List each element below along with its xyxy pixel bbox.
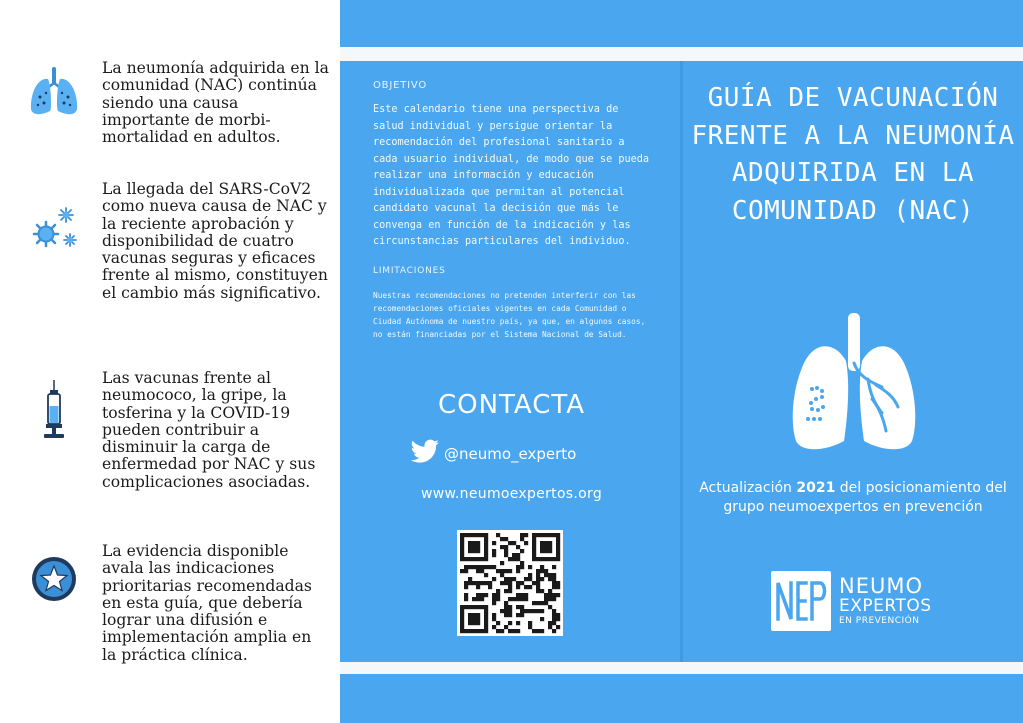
lungs-illustration-icon bbox=[786, 313, 922, 453]
objetivo-label: OBJETIVO bbox=[373, 80, 427, 91]
neumoexpertos-logo bbox=[771, 570, 937, 632]
update-year: 2021 bbox=[796, 480, 836, 496]
twitter-handle: @neumo_experto bbox=[444, 445, 577, 463]
update-suffix: del posicionamiento del grupo neumoexpertos en prevención bbox=[723, 480, 1007, 515]
twitter-link[interactable] bbox=[410, 440, 576, 468]
update-prefix: Actualización bbox=[699, 480, 797, 496]
info-point-text: La llegada del SARS-CoV2 como nueva causa de NAC y la reciente aprobación y disponibilidad de cuatro vacunas seguras y eficaces frente al mismo, constituyen el cambio más significativo. bbox=[102, 180, 328, 302]
limitaciones-label: LIMITACIONES bbox=[373, 266, 446, 276]
contacta-heading: CONTACTA bbox=[437, 390, 586, 420]
logo-line-3: EN PREVENCIÓN bbox=[839, 615, 920, 626]
left-panel bbox=[0, 0, 340, 723]
top-color-band bbox=[340, 0, 1023, 47]
logo-line-1: NEUMO bbox=[839, 573, 923, 598]
qr-code bbox=[457, 530, 563, 636]
update-note bbox=[683, 479, 1023, 517]
limitaciones-text: Nuestras recomendaciones no pretenden interferir con las recomendaciones oficiales vigentes en cada Comunidad o Ciudad Autónoma de nuestro país, ya que, en algunos casos, no están financiadas por el Sistema Nacional de Salud. bbox=[373, 291, 646, 339]
logo-line-2: EXPERTOS bbox=[839, 595, 932, 616]
syringe-icon bbox=[26, 382, 82, 438]
info-point-text: La evidencia disponible avala las indicaciones prioritarias recomendadas en esta guía, que debería lograr una difusión e implementación amplia en la práctica clínica. bbox=[102, 542, 312, 664]
info-point-text: Las vacunas frente al neumococo, la gripe, la tosferina y la COVID-19 pueden contribuir a disminuir la carga de enfermedad por NAC y sus complicaciones asociadas. bbox=[102, 369, 316, 491]
website-link[interactable]: www.neumoexpertos.org bbox=[420, 486, 603, 502]
twitter-icon bbox=[410, 439, 440, 469]
star-badge-icon bbox=[26, 551, 82, 607]
guide-title: GUÍA DE VACUNACIÓN FRENTE A LA NEUMONÍA ADQUIRIDA EN LA COMUNIDAD (NAC) bbox=[691, 83, 1015, 226]
objetivo-text: Este calendario tiene una perspectiva de salud individual y persigue orientar la recomendación del profesional sanitario a cada usuario individual, de modo que se pueda realizar una información y educación individualizada que permitan al potencial candidato vacunal la decisión que más le convenga en función de la indicación y las circunstancias particulares del individuo. bbox=[373, 104, 650, 247]
nep-logo-mark bbox=[771, 571, 831, 631]
bottom-color-band bbox=[340, 674, 1023, 723]
info-point-text: La neumonía adquirida en la comunidad (NAC) continúa siendo una causa importante de morbi-mortalidad en adultos. bbox=[102, 59, 329, 147]
virus-icon bbox=[26, 202, 82, 258]
lungs-icon bbox=[26, 63, 82, 119]
logo-wordmark bbox=[839, 573, 932, 627]
